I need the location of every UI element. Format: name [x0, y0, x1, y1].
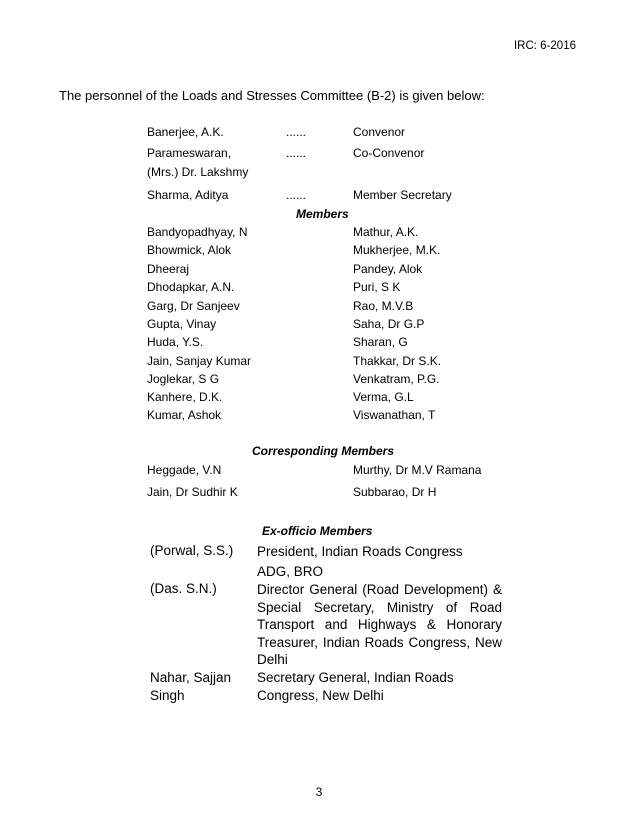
member-name: Sharan, G: [353, 335, 408, 349]
member-name: Saha, Dr G.P: [353, 317, 425, 331]
corresponding-member-name: Murthy, Dr M.V Ramana: [353, 463, 482, 477]
officer-name: Sharma, Aditya: [147, 188, 229, 202]
member-name: Venkatram, P.G.: [353, 372, 440, 386]
member-name: Rao, M.V.B: [353, 299, 414, 313]
member-name: Huda, Y.S.: [147, 335, 204, 349]
member-name: Pandey, Alok: [353, 262, 423, 276]
member-name: Bhowmick, Alok: [147, 243, 232, 257]
ex-officio-name: (Porwal, S.S.): [150, 543, 234, 558]
ex-officio-description: Director General (Road Development) & Special Secretary, Ministry of Road Transport and Highways & Honorary Treasurer, Indian Roads Congress, New Delhi: [257, 582, 502, 667]
member-name: Bandyopadhyay, N: [147, 225, 248, 239]
ex-officio-heading: Ex-officio Members: [262, 524, 373, 538]
member-name: Kumar, Ashok: [147, 408, 222, 422]
ex-officio-description-line2: ADG, BRO: [257, 564, 324, 579]
ex-officio-description: Secretary General, Indian Roads Congress, New Delhi: [257, 670, 454, 703]
corresponding-member-name: Subbarao, Dr H: [353, 485, 437, 499]
ex-officio-name: (Das. S.N.): [150, 581, 217, 596]
officer-name-line2: (Mrs.) Dr. Lakshmy: [147, 165, 249, 179]
members-heading: Members: [296, 207, 349, 221]
document-code: IRC: 6-2016: [513, 40, 576, 52]
officer-role: Convenor: [353, 125, 406, 139]
member-name: Viswanathan, T: [353, 408, 436, 422]
member-name: Kanhere, D.K.: [147, 390, 223, 404]
intro-paragraph: The personnel of the Loads and Stresses Committee (B-2) is given below:: [59, 88, 485, 103]
member-name: Puri, S K: [353, 280, 401, 294]
member-name: Jain, Sanjay Kumar: [147, 354, 252, 368]
member-name: Verma, G.L: [353, 390, 414, 404]
officer-separator: ......: [286, 188, 307, 202]
officer-name: Banerjee, A.K.: [147, 125, 224, 139]
officer-role: Member Secretary: [353, 188, 452, 202]
officer-role: Co-Convenor: [353, 146, 425, 160]
member-name: Gupta, Vinay: [147, 317, 217, 331]
corresponding-member-name: Jain, Dr Sudhir K: [147, 485, 238, 499]
officer-name: Parameswaran,: [147, 146, 232, 160]
ex-officio-description: President, Indian Roads Congress: [257, 544, 463, 559]
member-name: Dheeraj: [147, 262, 190, 276]
member-name: Joglekar, S G: [147, 372, 220, 386]
officer-separator: ......: [286, 125, 307, 139]
ex-officio-name: Nahar, Sajjan Singh: [150, 670, 232, 703]
page-number: 3: [315, 785, 323, 799]
corresponding-members-heading: Corresponding Members: [252, 444, 395, 458]
member-name: Mathur, A.K.: [353, 225, 419, 239]
member-name: Thakkar, Dr S.K.: [353, 354, 442, 368]
member-name: Mukherjee, M.K.: [353, 243, 441, 257]
corresponding-member-name: Heggade, V.N: [147, 463, 222, 477]
member-name: Garg, Dr Sanjeev: [147, 299, 240, 313]
officer-separator: ......: [286, 146, 307, 160]
member-name: Dhodapkar, A.N.: [147, 280, 235, 294]
